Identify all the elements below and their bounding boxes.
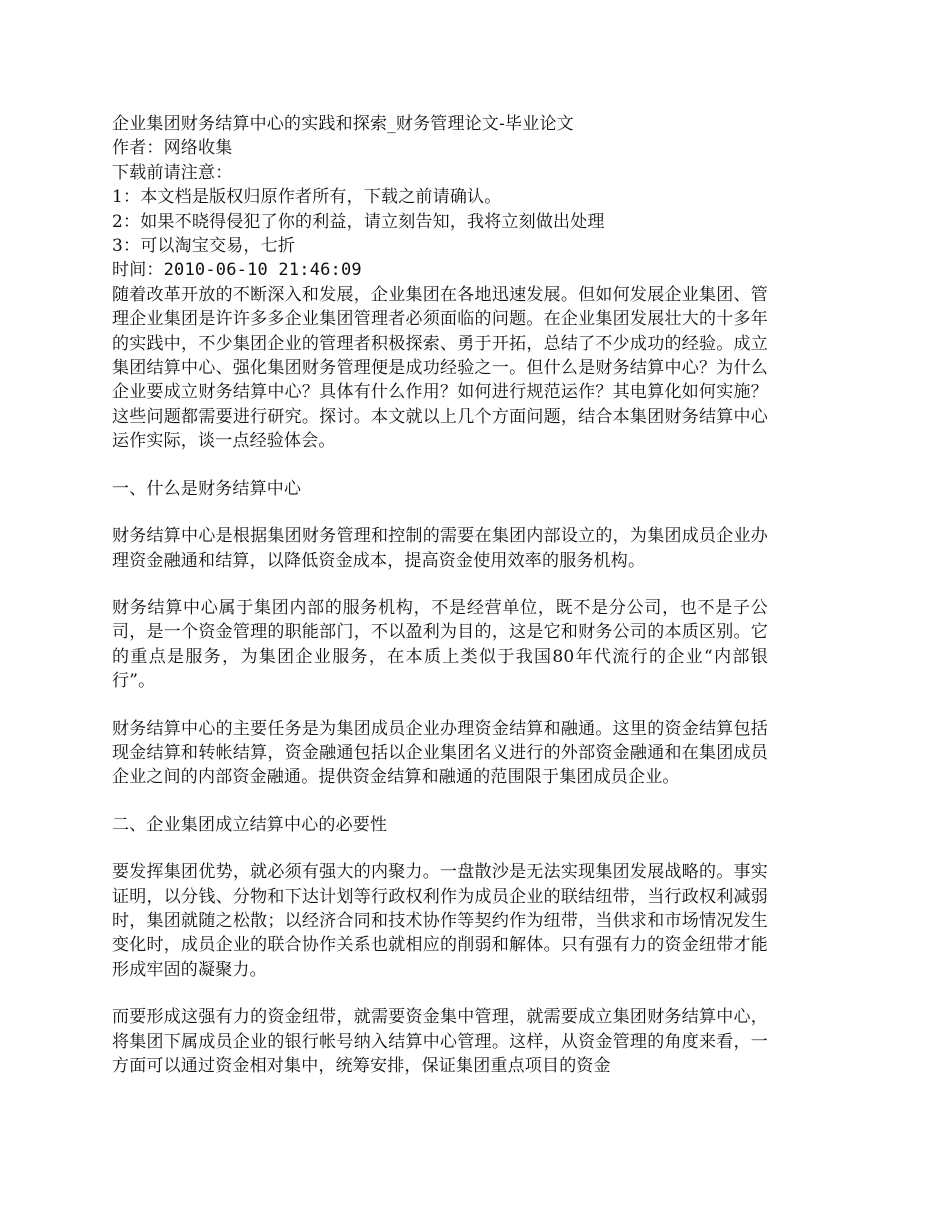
notice-item: 3：可以淘宝交易，七折 — [112, 236, 296, 257]
body-paragraph: 财务结算中心是根据集团财务管理和控制的需要在集团内部设立的，为集团成员企业办理资金融通和结算，以降低资金成本，提高资金使用效率的服务机构。 — [112, 526, 768, 571]
paragraph-gap — [112, 694, 768, 717]
section-heading: 二、企业集团成立结算中心的必要性 — [112, 814, 388, 835]
document-page — [112, 112, 768, 1078]
notice-heading: 下载前请注意： — [112, 162, 233, 183]
intro-paragraph: 随着改革开放的不断深入和发展，企业集团在各地迅速发展。但如何发展企业集团、管理企业集团是许许多多企业集团管理者必须面临的问题。在企业集团发展壮大的十多年的实践中，不少集团企业的管理者积极探索、勇于开拓，总结了不少成功的经验。成立集团结算中心、强化集团财务管理便是成功经验之一。但什么是财务结算中心？为什么企业要成立财务结算中心？具体有什么作用？如何进行规范运作？其电算化如何实施？这些问题都需要进行研究。探讨。本文就以上几个方面问题，结合本集团财务结算中心运作实际，谈一点经验体会。 — [112, 284, 768, 452]
body-paragraph: 要发挥集团优势，就必须有强大的内聚力。一盘散沙是无法实现集团发展战略的。事实证明，以分钱、分物和下达计划等行政权利作为成员企业的联结纽带，当行政权利减弱时，集团就随之松散；以经济合同和技术协作等契约作为纽带，当供求和市场情况发生变化时，成员企业的联合协作关系也就相应的削弱和解体。只有强有力的资金纽带才能形成牢固的凝聚力。 — [112, 862, 768, 980]
notice-item: 1：本文档是版权归原作者所有，下载之前请确认。 — [112, 187, 502, 208]
paragraph-gap — [112, 982, 768, 1005]
section-heading: 一、什么是财务结算中心 — [112, 478, 302, 499]
body-paragraph: 财务结算中心属于集团内部的服务机构，不是经营单位，既不是分公司，也不是子公司，是一个资金管理的职能部门，不以盈利为目的，这是它和财务公司的本质区别。它的重点是服务，为集团企业服务，在本质上类似于我国80年代流行的企业“内部银行”。 — [112, 597, 768, 692]
paragraph-gap — [112, 837, 768, 860]
paragraph-gap — [112, 501, 768, 524]
author-line: 作者：网络收集 — [112, 138, 233, 159]
timestamp-line: 时间：2010-06-10 21:46:09 — [112, 260, 362, 281]
document-title: 企业集团财务结算中心的实践和探索_财务管理论文-毕业论文 — [112, 114, 574, 134]
body-paragraph: 财务结算中心的主要任务是为集团成员企业办理资金结算和融通。这里的资金结算包括现金结算和转帐结算，资金融通包括以企业集团名义进行的外部资金融通和在集团成员企业之间的内部资金融通。提供资金结算和融通的范围限于集团成员企业。 — [112, 718, 768, 788]
body-paragraph: 而要形成这强有力的资金纽带，就需要资金集中管理，就需要成立集团财务结算中心，将集团下属成员企业的银行帐号纳入结算中心管理。这样，从资金管理的角度来看，一方面可以通过资金相对集中，统筹安排，保证集团重点项目的资金 — [112, 1007, 768, 1076]
notice-item: 2：如果不晓得侵犯了你的利益，请立刻告知，我将立刻做出处理 — [112, 211, 605, 232]
paragraph-gap — [112, 454, 768, 477]
paragraph-gap — [112, 790, 768, 813]
paragraph-gap — [112, 573, 768, 596]
